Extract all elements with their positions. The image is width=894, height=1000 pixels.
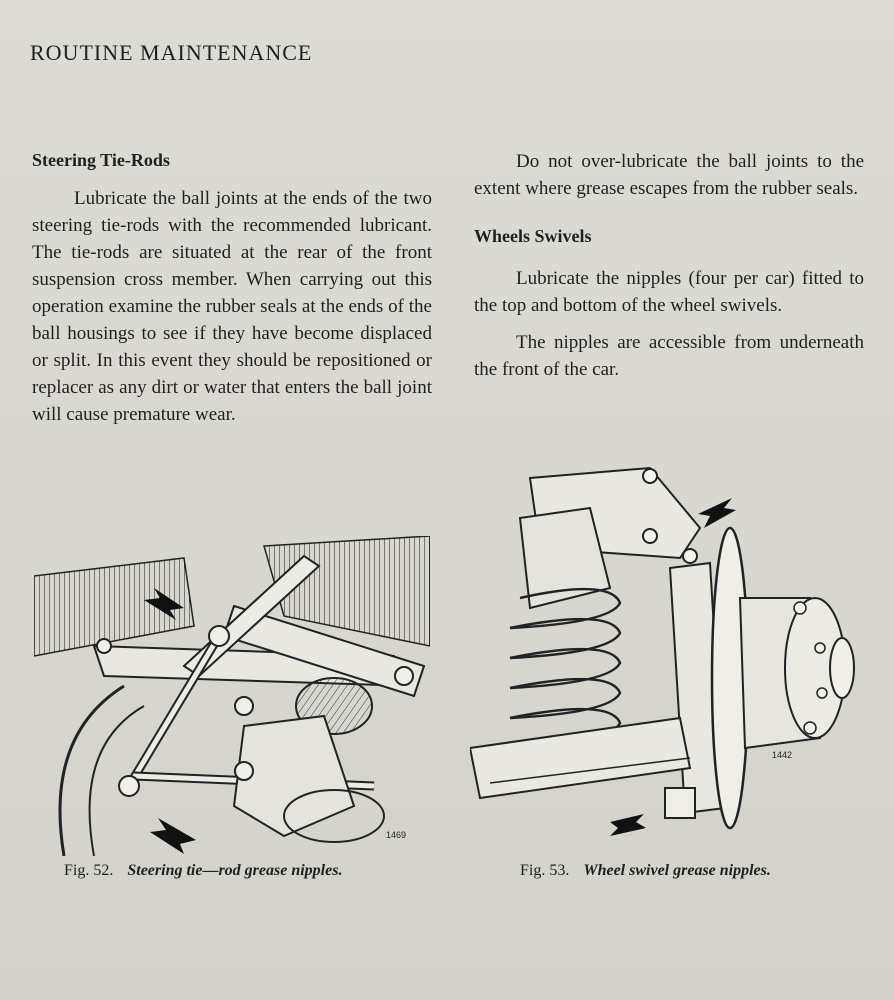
figure-52-label: Fig. 52. xyxy=(64,862,114,879)
left-column xyxy=(32,150,432,428)
figure-53-caption-text: Wheel swivel grease nipples. xyxy=(583,862,771,879)
figure-52-caption xyxy=(64,862,342,880)
section-heading-wheel-swivels: Wheels Swivels xyxy=(474,226,592,246)
wheel-swivels-paragraph-1: Lubricate the nipples (four per car) fitted to the top and bottom of the wheel swivels. xyxy=(474,268,864,316)
arrow-icon xyxy=(610,814,646,836)
ball-joint-warning-paragraph: Do not over-lubricate the ball joints to the extent where grease escapes from the rubber seals. xyxy=(474,151,864,199)
wheel-swivel-drawing xyxy=(470,448,860,843)
figure-53-caption xyxy=(520,862,771,880)
arrow-icon xyxy=(150,818,196,854)
wheel-swivels-paragraph-2: The nipples are accessible from underneath the front of the car. xyxy=(474,332,864,380)
page-header: ROUTINE MAINTENANCE xyxy=(30,40,313,65)
arrow-icon xyxy=(698,498,736,528)
figure-52-caption-text: Steering tie—rod grease nipples. xyxy=(127,862,343,879)
figure-53-label: Fig. 53. xyxy=(520,862,570,879)
figure-52-illustration xyxy=(34,536,430,856)
figure-52-number: 1469 xyxy=(386,830,407,840)
tie-rods-paragraph: Lubricate the ball joints at the ends of the two steering tie-rods with the recommended lubricant. The tie-rods are situated at the rear of the front suspension cross member. When carrying out this operation examine the rubber seals at the ends of the ball housings to see if they have become displaced or split. In this event they should be repositioned or replacer as any dirt or water that enters the ball joint will cause premature wear. xyxy=(32,188,432,425)
figure-53-number: 1442 xyxy=(772,750,793,760)
section-heading-tie-rods: Steering Tie-Rods xyxy=(32,150,170,170)
right-column xyxy=(474,148,864,383)
figure-53-illustration xyxy=(470,448,860,843)
steering-tie-rod-drawing xyxy=(34,536,430,856)
coil-spring xyxy=(510,589,620,748)
